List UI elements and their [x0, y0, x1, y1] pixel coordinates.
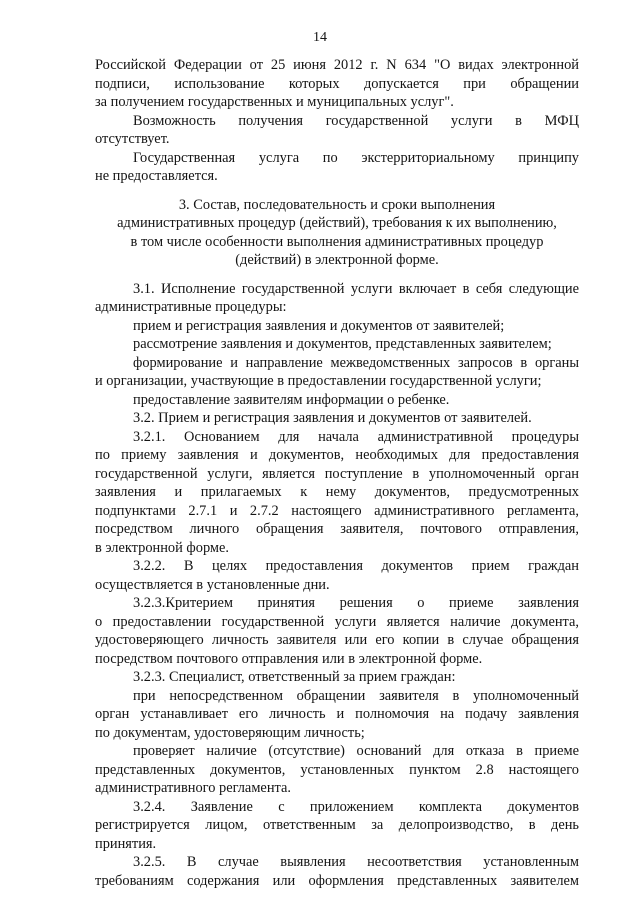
paragraph — [95, 742, 579, 798]
text-line: по приему заявления и документов, необходимых для предоставления — [95, 447, 579, 463]
paragraph — [95, 409, 579, 428]
text-line: рассмотрение заявления и документов, представленных заявителем; — [133, 336, 552, 352]
document-body — [95, 56, 579, 890]
text-line: принятия. — [95, 835, 157, 852]
text-line: за получением государственных и муниципальных услуг". — [95, 94, 454, 110]
paragraph — [95, 557, 579, 594]
paragraph — [95, 280, 579, 317]
section-gap — [95, 270, 579, 280]
paragraph — [95, 149, 579, 186]
paragraph — [95, 317, 579, 336]
paragraph — [95, 335, 579, 354]
paragraph — [95, 594, 579, 668]
heading-line: в том числе особенности выполнения административных процедур — [130, 233, 544, 250]
text-line: 3.2.3.Критерием принятия решения о приеме заявления — [133, 595, 579, 611]
text-line: административного регламента. — [95, 780, 291, 796]
text-line: Возможность получения государственной услуги в МФЦ — [133, 112, 579, 129]
text-line: и организации, участвующие в предоставлении государственной услуги; — [95, 373, 542, 389]
section-gap — [95, 186, 579, 196]
paragraph — [95, 798, 579, 854]
section-heading — [95, 196, 579, 270]
text-line: 3.2.2. В целях предоставления документов прием граждан — [133, 558, 579, 574]
text-line: о предоставлении государственной услуги является наличие документа, — [95, 613, 579, 630]
heading-line: административных процедур (действий), требования к их выполнению, — [117, 215, 557, 231]
text-line: подпунктами 2.7.1 и 2.7.2 настоящего административного регламента, — [95, 502, 579, 519]
heading-line: 3. Состав, последовательность и сроки выполнения — [178, 196, 496, 213]
paragraph — [95, 354, 579, 391]
paragraph — [95, 112, 579, 149]
page-number: 14 — [313, 30, 327, 45]
text-line: при непосредственном обращении заявителя в уполномоченный — [133, 687, 579, 704]
heading-line: (действий) в электронной форме. — [235, 252, 439, 268]
text-line: проверяет наличие (отсутствие) оснований для отказа в приеме — [133, 743, 579, 759]
text-line: административные процедуры: — [95, 299, 287, 315]
text-line: 3.2. Прием и регистрация заявления и документов от заявителей. — [133, 410, 532, 426]
text-line: осуществляется в установленные дни. — [95, 576, 330, 593]
paragraph — [95, 56, 579, 112]
text-line: удостоверяющего личность заявителя или его копии в случае обращения — [95, 632, 579, 648]
text-line: представленных документов, установленных пунктом 2.8 настоящего — [95, 761, 579, 778]
text-line: регистрируется лицом, ответственным за делопроизводство, в день — [95, 817, 579, 833]
text-line: Российской Федерации от 25 июня 2012 г. N 634 "О видах электронной — [95, 57, 579, 73]
text-line: предоставление заявителям информации о ребенке. — [133, 391, 450, 408]
text-line: 3.1. Исполнение государственной услуги включает в себя следующие — [133, 280, 579, 297]
text-line: 3.2.4. Заявление с приложением комплекта документов — [133, 798, 579, 815]
text-line: орган устанавливает его личность и полномочия на подачу заявления — [95, 706, 579, 722]
text-line: по документам, удостоверяющим личность; — [95, 724, 365, 741]
text-line: 3.2.1. Основанием для начала административной процедуры — [133, 428, 579, 445]
text-line: отсутствует. — [95, 131, 170, 147]
text-line: в электронной форме. — [95, 539, 230, 556]
text-line: не предоставляется. — [95, 168, 218, 184]
text-line: формирование и направление межведомственных запросов в органы — [133, 354, 579, 371]
paragraph — [95, 428, 579, 558]
text-line: прием и регистрация заявления и документов от заявителей; — [133, 317, 505, 334]
paragraph — [95, 668, 579, 687]
text-line: требованиям содержания или оформления представленных заявителем — [95, 872, 579, 889]
paragraph — [95, 687, 579, 743]
text-line: заявления и прилагаемых к нему документов, предусмотренных — [95, 484, 579, 500]
text-line: посредством почтового отправления или в электронной форме. — [95, 650, 483, 667]
text-line: Государственная услуга по экстерриториальному принципу — [133, 149, 579, 166]
paragraph — [95, 391, 579, 410]
text-line: 3.2.5. В случае выявления несоответствия установленным — [133, 854, 579, 870]
text-line: подписи, использование которых допускается при обращении — [95, 75, 579, 92]
paragraph — [95, 853, 579, 890]
text-line: посредством личного обращения заявителя, почтового отправления, — [95, 521, 579, 537]
text-line: 3.2.3. Специалист, ответственный за прием граждан: — [133, 669, 456, 685]
text-line: государственной услуги, является поступление в уполномоченный орган — [95, 465, 579, 482]
